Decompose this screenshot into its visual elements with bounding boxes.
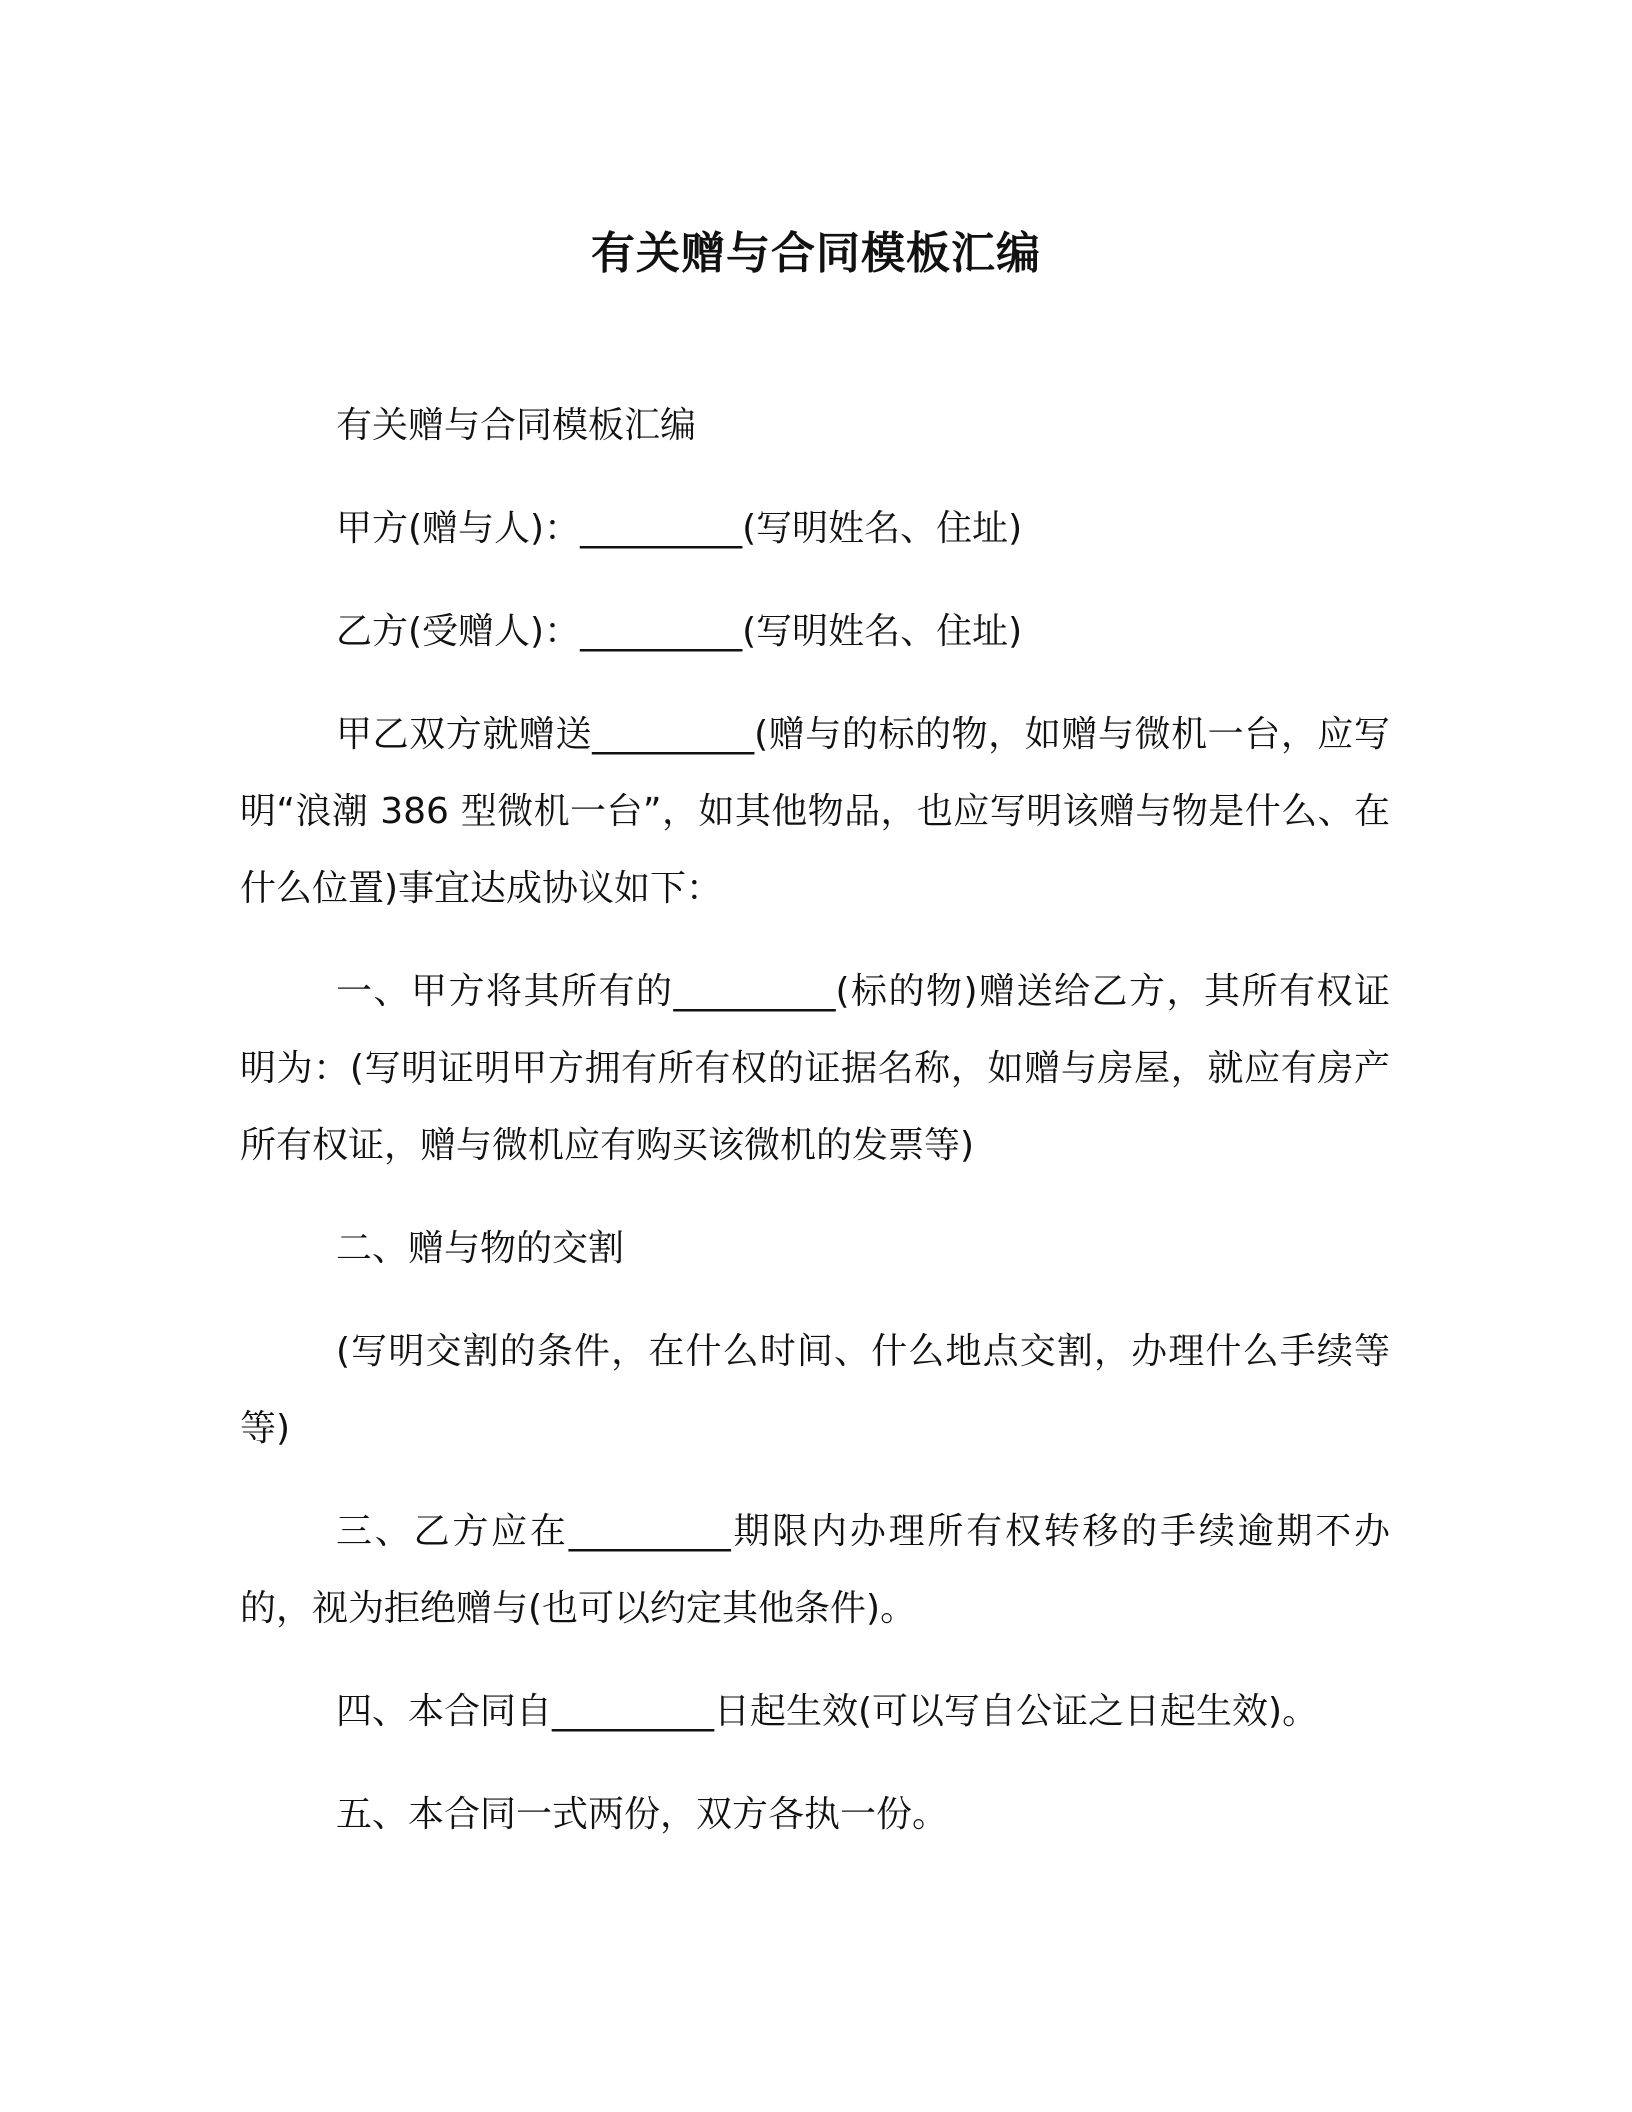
document-body: [240, 387, 1390, 1853]
paragraph-clause-5: 五、本合同一式两份，双方各执一份。: [336, 1794, 949, 1835]
paragraph-agreement-intro: 甲乙双方就赠送_________(赠与的标的物，如赠与微机一台，应写明“浪潮 386 型微机一台”，如其他物品，也应写明该赠与物是什么、在什么位置)事宜达成协议如下：: [240, 714, 1390, 909]
paragraph-subtitle: 有关赠与合同模板汇编: [336, 405, 697, 446]
paragraph-clause-1: 一、甲方将其所有的_________(标的物)赠送给乙方，其所有权证明为：(写明证明甲方拥有所有权的证据名称，如赠与房屋，就应有房产所有权证，赠与微机应有购买该微机的发票等): [240, 971, 1390, 1166]
paragraph-party-b: 乙方(受赠人)：_________(写明姓名、住址): [336, 611, 1023, 652]
document-title: 有关赠与合同模板汇编: [591, 228, 1041, 279]
paragraph-clause-4: 四、本合同自_________日起生效(可以写自公证之日起生效)。: [336, 1691, 1319, 1732]
paragraph-party-a: 甲方(赠与人)：_________(写明姓名、住址): [336, 508, 1023, 549]
paragraph-clause-2-detail: (写明交割的条件，在什么时间、什么地点交割，办理什么手续等等): [240, 1331, 1390, 1449]
paragraph-clause-3: 三、乙方应在_________期限内办理所有权转移的手续逾期不办的，视为拒绝赠与(也可以约定其他条件)。: [240, 1511, 1390, 1629]
paragraph-clause-2-heading: 二、赠与物的交割: [336, 1228, 625, 1269]
